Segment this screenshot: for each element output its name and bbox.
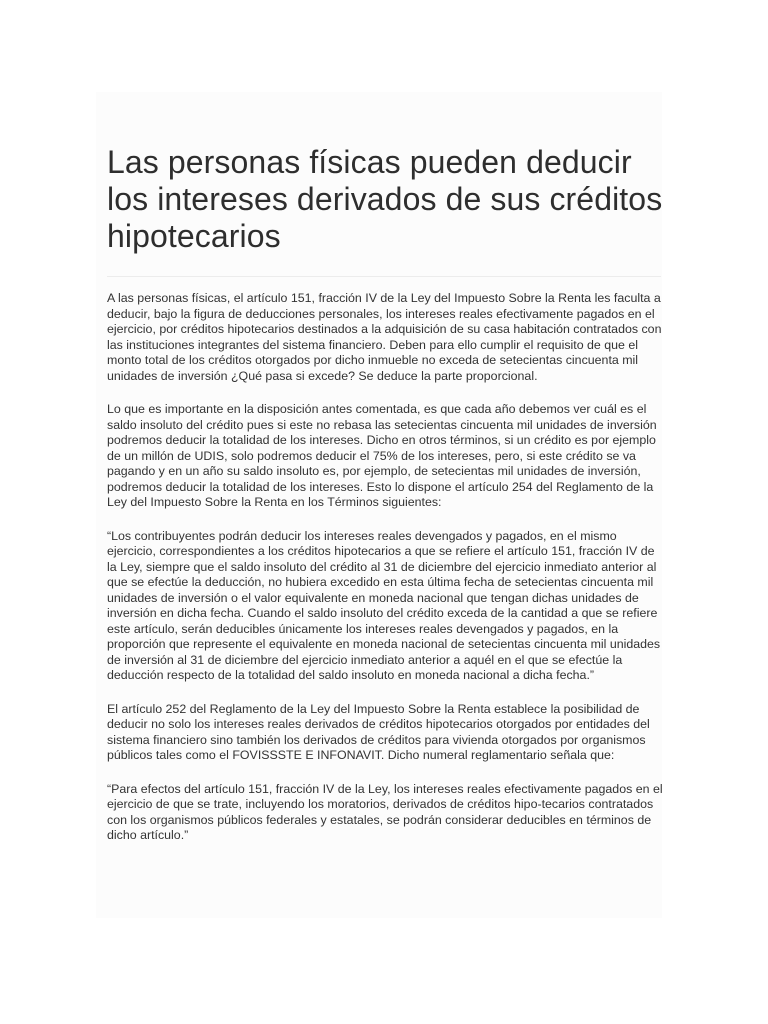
document-body: [107, 291, 663, 862]
paragraph-3-quote: “Los contribuyentes podrán deducir los intereses reales devengados y pagados, en el mismo ejercicio, correspondientes a los créditos hipotecarios a que se refiere el artículo 151, fracción IV de la Ley, siempre que el saldo insoluto del crédito al 31 de diciembre del ejercicio inmediato anterior al que se efectúe la deducción, no hubiera excedido en esta última fecha de setecientas cincuenta mil unidades de inversión o el valor equivalente en moneda nacional que tengan dichas unidades de inversión en dicha fecha. Cuando el saldo insoluto del crédito exceda de la cantidad a que se refiere este artículo, serán deducibles únicamente los intereses reales devengados y pagados, en la proporción que represente el equivalente en moneda nacional de setecientas cincuenta mil unidades de inversión al 31 de diciembre del ejercicio inmediato anterior a aquél en el que se efectúe la deducción respecto de la totalidad del saldo insoluto en moneda nacional a dicha fecha.”: [107, 528, 661, 682]
paragraph-5-quote: “Para efectos del artículo 151, fracción IV de la Ley, los intereses reales efectivamente pagados en el ejercicio de que se trate, incluyendo los moratorios, derivados de créditos hipo-tecarios contratados con los organismos públicos federales y estatales, se podrán considerar deducibles en términos de dicho artículo.”: [107, 781, 663, 842]
title-divider: [107, 276, 661, 277]
document-title: Las personas físicas pueden deducir los intereses derivados de sus créditos hipotecarios: [107, 144, 663, 254]
paragraph-1: A las personas físicas, el artículo 151, fracción IV de la Ley del Impuesto Sobre la Renta les faculta a deducir, bajo la figura de deducciones personales, los intereses reales efectivamente pagados en el ejercicio, por créditos hipotecarios destinados a la adquisición de su casa habitación contratados con las instituciones integrantes del sistema financiero. Deben para ello cumplir el requisito de que el monto total de los créditos otorgados por dicho inmueble no exceda de setecientas cincuenta mil unidades de inversión ¿Qué pasa si excede? Se deduce la parte proporcional.: [107, 291, 662, 383]
paragraph-4: El artículo 252 del Reglamento de la Ley del Impuesto Sobre la Renta establece la posibilidad de deducir no solo los intereses reales derivados de créditos hipotecarios otorgados por entidades del sistema financiero sino también los derivados de créditos para vivienda otorgados por organismos públicos tales como el FOVISSSTE E INFONAVIT. Dicho numeral reglamentario señala que:: [107, 701, 650, 762]
paragraph-2: Lo que es importante en la disposición antes comentada, es que cada año debemos ver cuál es el saldo insoluto del crédito pues si este no rebasa las setecientas cincuenta mil unidades de inversión podremos deducir la totalidad de los intereses. Dicho en otros términos, si un crédito es por ejemplo de un millón de UDIS, solo podremos deducir el 75% de los intereses, pero, si este crédito se va pagando y en un año su saldo insoluto es, por ejemplo, de setecientas mil unidades de inversión, podremos deducir la totalidad de los intereses. Esto lo dispone el artículo 254 del Reglamento de la Ley del Impuesto Sobre la Renta en los Términos siguientes:: [107, 402, 657, 509]
